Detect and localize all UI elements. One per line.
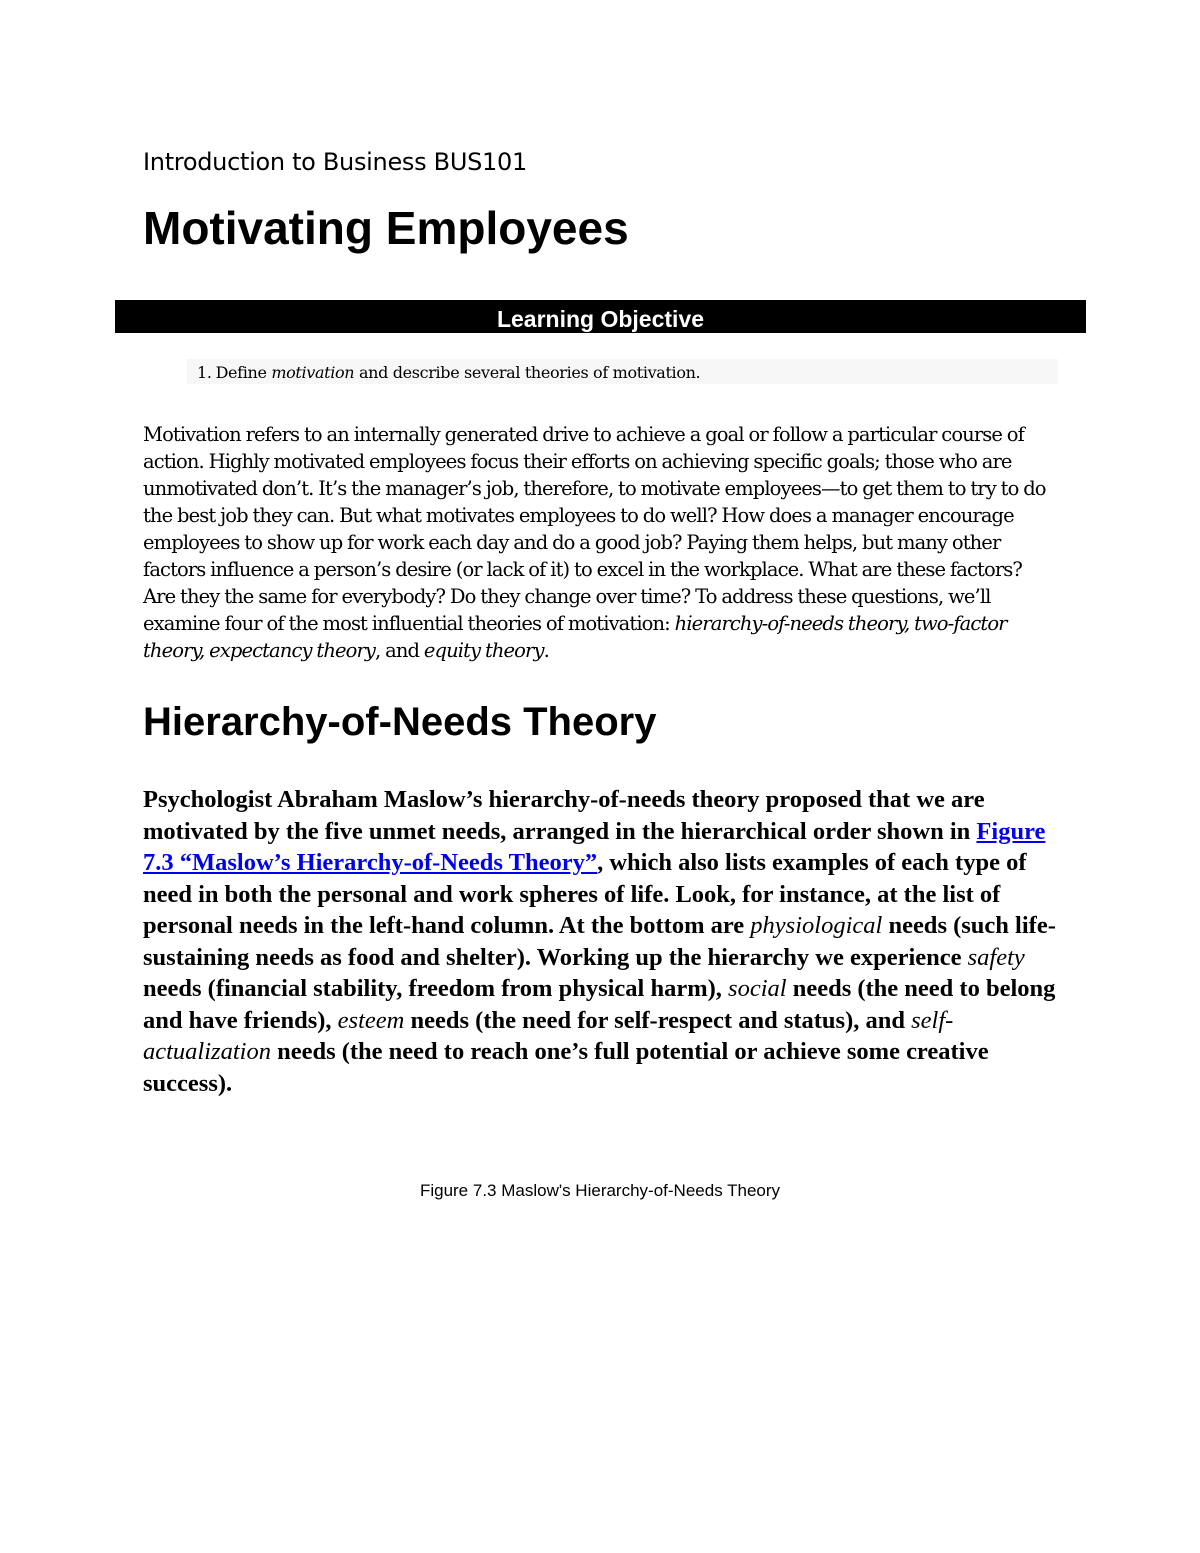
intro-text: Motivation refers to an internally generated drive to achieve a goal or follow a particular course of action. Highly motivated employees focus their efforts on achieving specific goals; those who are unmotivated don’t. It’s the manager’s job, therefore, to motivate employees—to get them to try to do the best job they can. But what motivates employees to do well? How does a manager encourage employees to show up for work each day and do a good job? Paying them helps, but many other factors influence a person’s desire (or lack of it) to excel in the workplace. What are these factors? Are they the same for everybody? Do they change over time? To address these questions, we’ll examine four of the most influential theories of motivation: bbox=[143, 423, 1046, 635]
paragraph-text: needs (the need for self-respect and status), and bbox=[404, 1006, 912, 1034]
paragraph-text: , which also lists examples of each type of need in both the personal and work spheres of life. Look, for instance, at the list of personal needs in the left-hand column. At the bottom are bbox=[143, 849, 1027, 939]
need-term: physiological bbox=[750, 912, 883, 939]
section-heading: Hierarchy-of-Needs Theory bbox=[143, 700, 657, 744]
figure-caption: Figure 7.3 Maslow's Hierarchy-of-Needs Theory bbox=[419, 1181, 781, 1200]
term-separator: , bbox=[199, 639, 210, 662]
paragraph-text: needs (the need to reach one’s full potential or achieve some creative success). bbox=[143, 1038, 989, 1097]
maslow-paragraph bbox=[143, 784, 1073, 1099]
intro-paragraph bbox=[143, 421, 1058, 664]
term-separator: , bbox=[903, 612, 915, 635]
paragraph-text: needs (such life-sustaining needs as food and shelter). Working up the hierarchy we experience bbox=[143, 912, 1056, 971]
term-separator: , and bbox=[375, 639, 424, 662]
paragraph-text: needs (the need to belong and have friends), bbox=[143, 975, 1056, 1034]
objective-text-after: and describe several theories of motivation. bbox=[354, 363, 701, 382]
paragraph-text: Psychologist Abraham Maslow’s hierarchy-of-needs theory proposed that we are motivated by the five unmet needs, arranged in the hierarchical order shown in bbox=[143, 786, 985, 845]
learning-objective-heading: Learning Objective bbox=[115, 300, 1086, 333]
figure-link[interactable]: Figure 7.3 “Maslow’s Hierarchy-of-Needs Theory” bbox=[143, 817, 1046, 876]
learning-objective-item bbox=[187, 359, 1058, 384]
theory-term: two-factor theory bbox=[143, 612, 1007, 662]
paragraph-text: needs (financial stability, freedom from physical harm), bbox=[143, 975, 729, 1002]
course-title: Introduction to Business BUS101 bbox=[143, 148, 527, 176]
need-term: esteem bbox=[337, 1006, 405, 1034]
need-term: self-actualization bbox=[143, 1006, 954, 1065]
objective-number: 1. bbox=[197, 363, 212, 382]
sentence-end: . bbox=[543, 639, 549, 662]
need-term: social bbox=[728, 975, 787, 1002]
theory-term: expectancy theory bbox=[209, 639, 375, 662]
objective-term: motivation bbox=[271, 363, 355, 382]
need-term: safety bbox=[967, 943, 1025, 971]
chapter-title: Motivating Employees bbox=[143, 202, 629, 254]
theory-term: hierarchy-of-needs theory bbox=[674, 612, 904, 635]
objective-text-before: Define bbox=[215, 363, 272, 382]
theory-term: equity theory bbox=[423, 639, 544, 662]
